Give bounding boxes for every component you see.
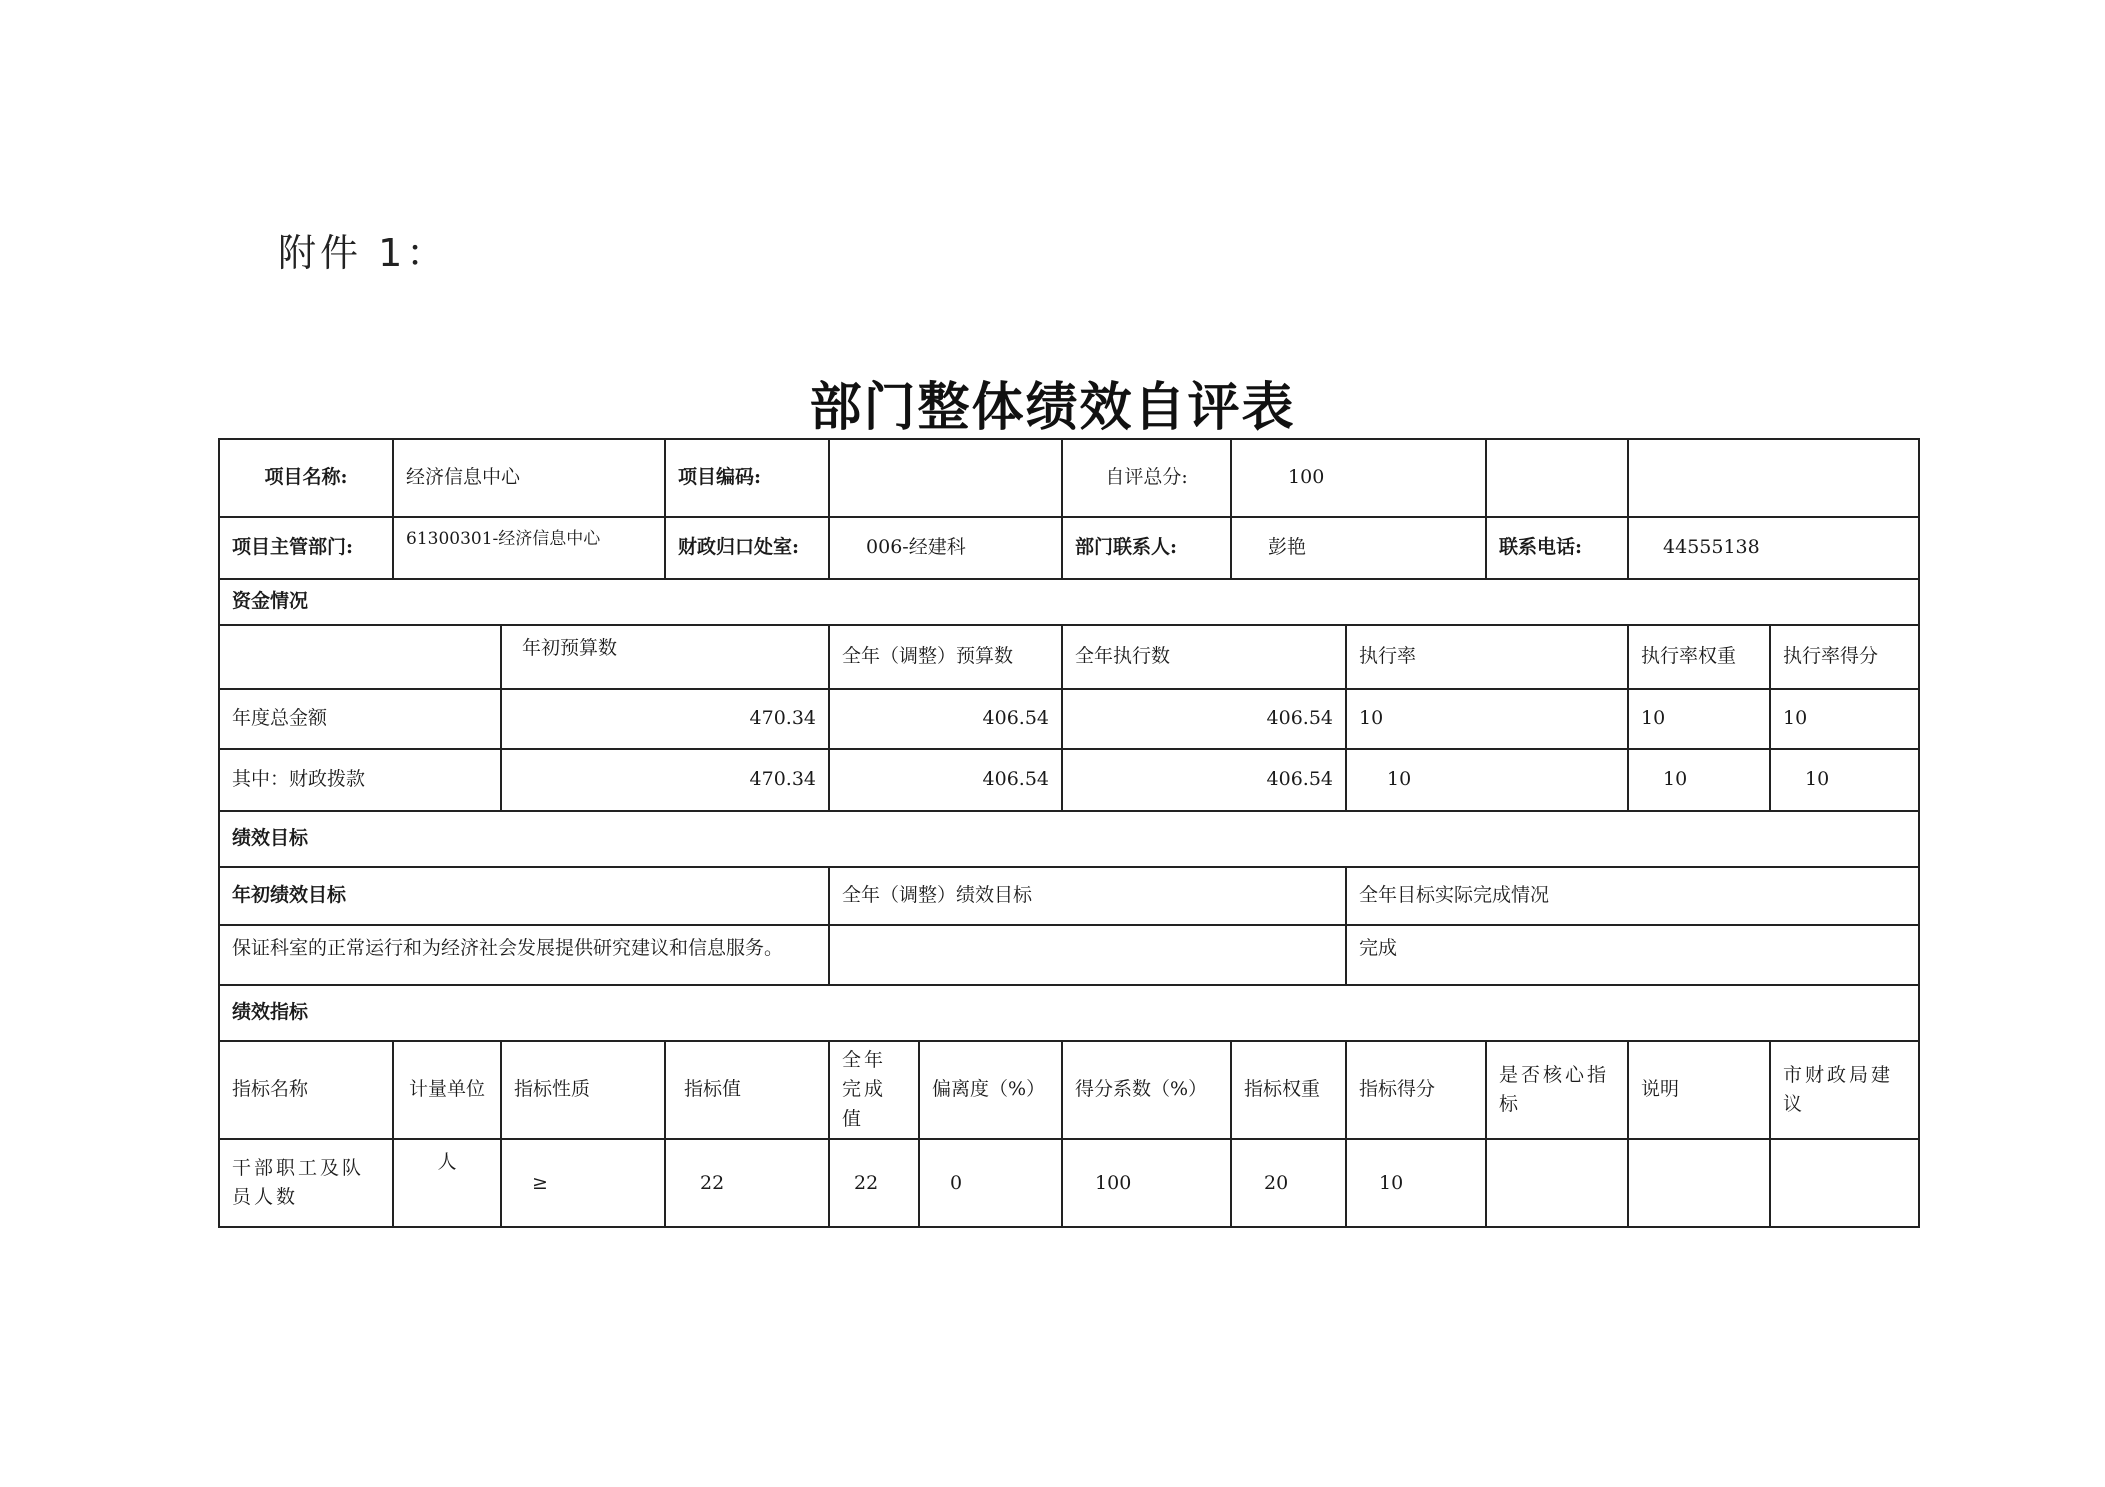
contact-value: 彭艳	[1231, 517, 1486, 579]
project-code-value	[829, 439, 1062, 517]
header-row-2	[219, 517, 1919, 579]
finance-office-value: 006-经建科	[829, 517, 1062, 579]
project-name-value: 经济信息中心	[393, 439, 665, 517]
indicator-row	[219, 1139, 1919, 1227]
ind-suggestion	[1770, 1139, 1919, 1227]
funds-col-score: 执行率得分	[1770, 625, 1919, 689]
ind-col-name: 指标名称	[219, 1041, 393, 1139]
ind-nature: ≥	[501, 1139, 665, 1227]
funds-col-weight: 执行率权重	[1628, 625, 1770, 689]
ind-completed: 22	[829, 1139, 919, 1227]
dept-value: 61300301-经济信息中心	[393, 517, 665, 579]
phone-value: 44555138	[1628, 517, 1919, 579]
funds-initial-value: 470.34	[501, 689, 829, 749]
funds-score-value: 10	[1770, 749, 1919, 811]
ind-col-value: 指标值	[665, 1041, 829, 1139]
indicators-section-title: 绩效指标	[219, 985, 1919, 1041]
ind-value: 22	[665, 1139, 829, 1227]
funds-executed-value: 406.54	[1062, 749, 1346, 811]
ind-score: 10	[1346, 1139, 1486, 1227]
funds-weight-value: 10	[1628, 689, 1770, 749]
header-blank-2	[1628, 439, 1919, 517]
funds-adjusted-value: 406.54	[829, 689, 1062, 749]
project-code-label: 项目编码:	[665, 439, 829, 517]
goals-section-row	[219, 811, 1919, 867]
ind-col-weight: 指标权重	[1231, 1041, 1346, 1139]
ind-col-nature: 指标性质	[501, 1041, 665, 1139]
funds-col-adjusted: 全年（调整）预算数	[829, 625, 1062, 689]
goals-adjusted-text	[829, 925, 1346, 985]
self-score-value: 100	[1231, 439, 1486, 517]
ind-core	[1486, 1139, 1628, 1227]
ind-coefficient: 100	[1062, 1139, 1231, 1227]
self-evaluation-table	[218, 438, 1920, 1228]
attachment-label: 附件 1：	[278, 231, 449, 275]
funds-score-value: 10	[1770, 689, 1919, 749]
ind-weight: 20	[1231, 1139, 1346, 1227]
finance-office-label: 财政归口处室:	[665, 517, 829, 579]
ind-col-note: 说明	[1628, 1041, 1770, 1139]
funds-row-label: 年度总金额	[219, 689, 501, 749]
ind-col-unit: 计量单位	[393, 1041, 501, 1139]
funds-rate-value: 10	[1346, 749, 1628, 811]
funds-section-title: 资金情况	[219, 579, 1919, 625]
goals-content-row	[219, 925, 1919, 985]
goals-adjusted-label: 全年（调整）绩效目标	[829, 867, 1346, 925]
funds-row-total	[219, 689, 1919, 749]
funds-weight-value: 10	[1628, 749, 1770, 811]
ind-name: 干部职工及队员人数	[219, 1139, 393, 1227]
goals-actual-text: 完成	[1346, 925, 1919, 985]
ind-col-score: 指标得分	[1346, 1041, 1486, 1139]
goals-header-row	[219, 867, 1919, 925]
contact-label: 部门联系人:	[1062, 517, 1231, 579]
ind-col-core: 是否核心指标	[1486, 1041, 1628, 1139]
funds-col-initial: 年初预算数	[501, 625, 829, 689]
funds-executed-value: 406.54	[1062, 689, 1346, 749]
project-name-label: 项目名称:	[219, 439, 393, 517]
ind-note	[1628, 1139, 1770, 1227]
funds-header-row	[219, 625, 1919, 689]
funds-row-fiscal	[219, 749, 1919, 811]
funds-initial-value: 470.34	[501, 749, 829, 811]
self-score-label: 自评总分:	[1062, 439, 1231, 517]
goals-initial-text: 保证科室的正常运行和为经济社会发展提供研究建议和信息服务。	[219, 925, 829, 985]
ind-col-coefficient: 得分系数（%）	[1062, 1041, 1231, 1139]
funds-adjusted-value: 406.54	[829, 749, 1062, 811]
ind-deviation: 0	[919, 1139, 1062, 1227]
indicators-header-row	[219, 1041, 1919, 1139]
header-blank-1	[1486, 439, 1628, 517]
funds-header-blank	[219, 625, 501, 689]
dept-label: 项目主管部门:	[219, 517, 393, 579]
funds-section-row	[219, 579, 1919, 625]
ind-col-deviation: 偏离度（%）	[919, 1041, 1062, 1139]
page-title: 部门整体绩效自评表	[809, 378, 1296, 438]
goals-actual-label: 全年目标实际完成情况	[1346, 867, 1919, 925]
funds-col-rate: 执行率	[1346, 625, 1628, 689]
goals-section-title: 绩效目标	[219, 811, 1919, 867]
ind-col-completed: 全年完成值	[829, 1041, 919, 1139]
goals-initial-label: 年初绩效目标	[219, 867, 829, 925]
phone-label: 联系电话:	[1486, 517, 1628, 579]
header-row-1	[219, 439, 1919, 517]
ind-col-suggestion: 市财政局建议	[1770, 1041, 1919, 1139]
funds-col-executed: 全年执行数	[1062, 625, 1346, 689]
funds-row-label: 其中：财政拨款	[219, 749, 501, 811]
funds-rate-value: 10	[1346, 689, 1628, 749]
indicators-section-row	[219, 985, 1919, 1041]
ind-unit: 人	[393, 1139, 501, 1227]
